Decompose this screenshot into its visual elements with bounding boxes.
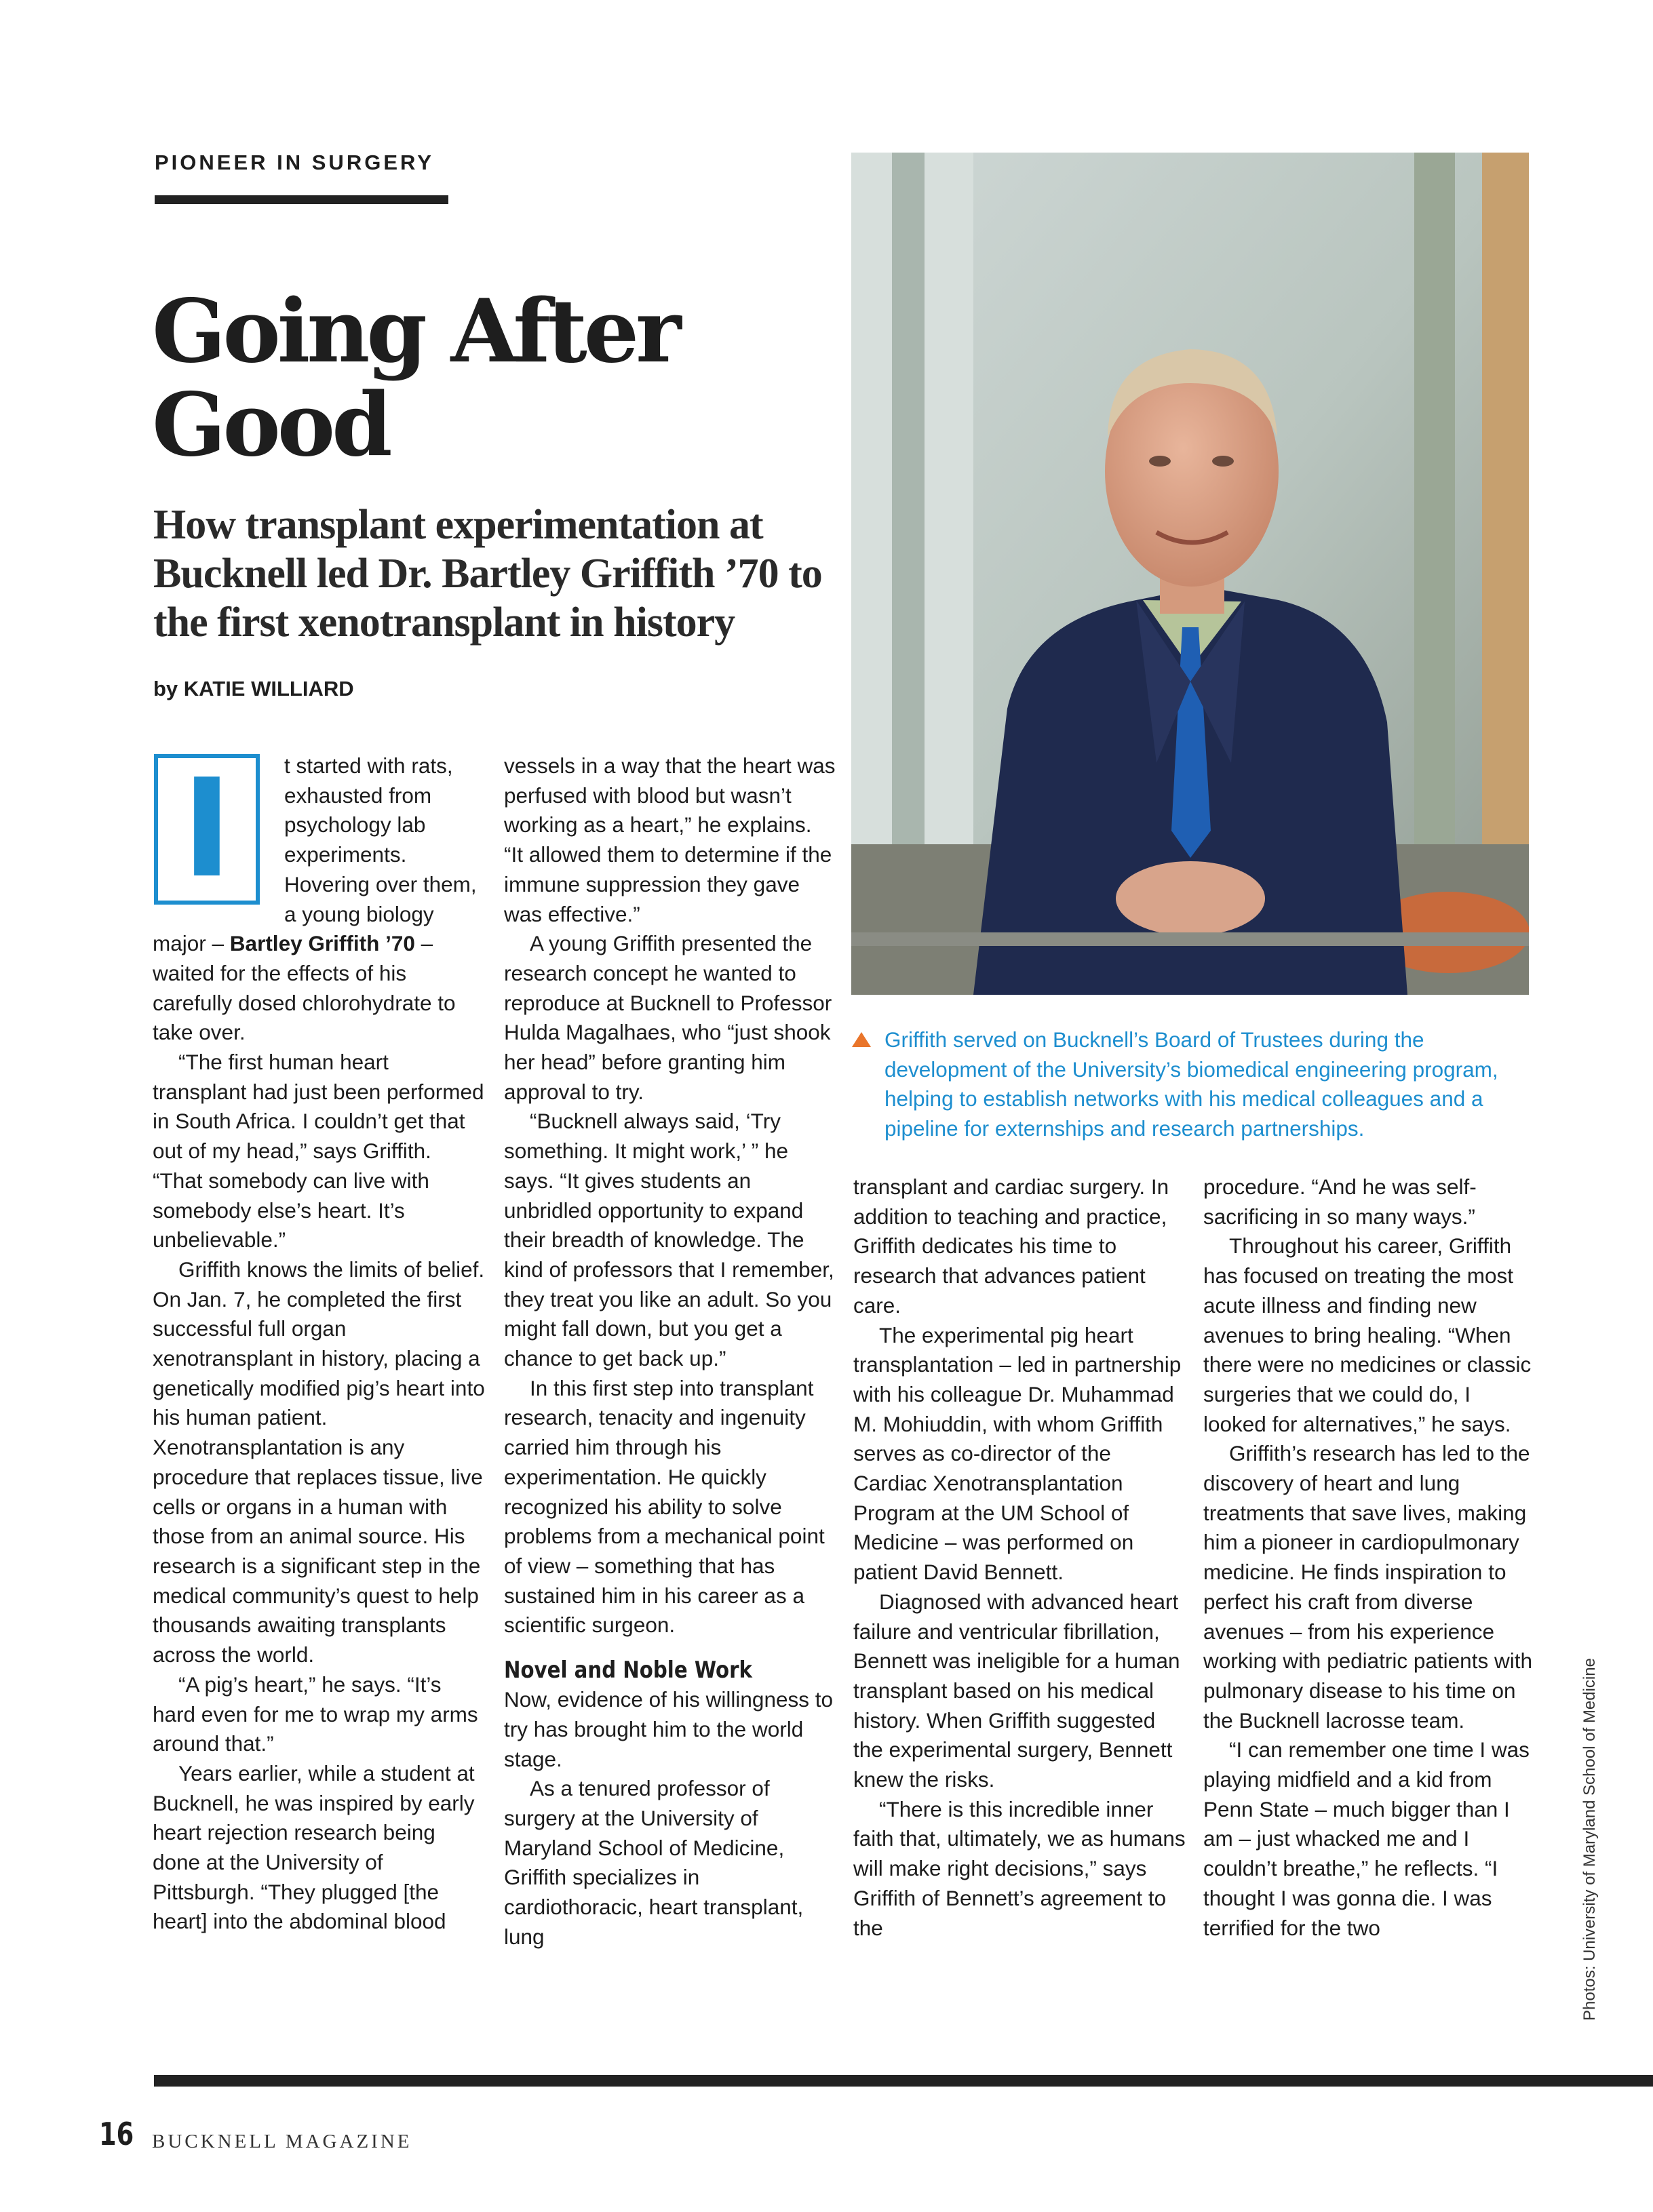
paragraph: procedure. “And he was self-sacrificing in so many ways.”: [1203, 1174, 1477, 1229]
article-subtitle: How transplant experimentation at Bucknell led Dr. Bartley Griffith ’70 to the first xenotransplant in history: [153, 502, 822, 646]
article-title: Going After Good: [152, 281, 678, 476]
paragraph: The experimental pig heart transplantation – led in partnership with his colleague Dr. Muhammad M. Mohiuddin, with whom Griffith serves as co-director of the Cardiac Xenotransplantation Program at the UM School of Medicine – was performed on patient David Bennett.: [853, 1322, 1182, 1585]
footer-rule: [154, 2075, 1653, 2087]
caption-arrow-icon: [852, 1032, 871, 1047]
paragraph: A young Griffith presented the research concept he wanted to reproduce at Bucknell to Professor Hulda Magalhaes, who “just shook her head” before granting him approval to try.: [504, 931, 832, 1104]
paragraph: Now, evidence of his willingness to try has brought him to the world stage.: [504, 1687, 834, 1771]
photo-credit: Photos: University of Maryland School of Medicine: [1580, 1658, 1599, 2021]
paragraph: vessels in a way that the heart was perfused with blood but wasn’t working as a heart,” he explains. “It allowed them to determine if the immune suppression they gave was effective.”: [504, 753, 836, 926]
paragraph: Griffith’s research has led to the discovery of heart and lung treatments that save lives, making him a pioneer in cardiopulmonary medicine. He finds inspiration to perfect his craft from diverse avenues – from his experience working with pediatric patients with pulmonary disease to his time on the Bucknell lacrosse team.: [1203, 1441, 1532, 1733]
paragraph: As a tenured professor of surgery at the University of Maryland School of Medicine, Griffith specializes in cardiothoracic, heart transplant, lung: [504, 1776, 804, 1949]
text-column-2: [504, 751, 836, 1952]
paragraph: “A pig’s heart,” he says. “It’s hard even for me to wrap my arms around that.”: [153, 1672, 478, 1756]
caption-text: Griffith served on Bucknell’s Board of Trustees during the development of the University’s biomedical engineering program, helping to establish networks with his medical colleagues and a pipeline for externships and research partnerships.: [884, 1027, 1498, 1141]
portrait-photo: [851, 153, 1529, 995]
paragraph-text: – waited for the effects of his carefully dosed chlorohydrate to take over.: [153, 931, 456, 1045]
section-label: PIONEER IN SURGERY: [155, 151, 434, 174]
paragraph: “The first human heart transplant had just been performed in South Africa. I couldn’t get that out of my head,” says Griffith. “That somebody can live with somebody else’s heart. It’s unbelievable.”: [153, 1050, 484, 1252]
text-column-4: [1203, 1172, 1536, 1943]
paragraph: Years earlier, while a student at Bucknell, he was inspired by early heart rejection research being done at the University of Pittsburgh. “They plugged [the heart] into the abdominal blood: [153, 1760, 475, 1934]
byline: by KATIE WILLIARD: [153, 677, 354, 700]
paragraph: transplant and cardiac surgery. In addition to teaching and practice, Griffith dedicates his time to research that advances patient care.: [853, 1174, 1169, 1318]
paragraph: “I can remember one time I was playing midfield and a kid from Penn State – much bigger than I am – just whacked me and I couldn’t breathe,” he reflects. “I thought I was gonna die. I was terrified for the two: [1203, 1737, 1530, 1940]
photo-caption: [851, 1025, 1542, 1144]
section-rule: [155, 195, 448, 204]
paragraph-text: t started with rats, exhausted from psychology lab experiments. Hovering over them, a young biology major –: [153, 753, 477, 956]
paragraph: Throughout his career, Griffith has focused on treating the most acute illness and finding new avenues to bring healing. “When there were no medicines or classic surgeries that we could do, I looked for alternatives,” he says.: [1203, 1233, 1532, 1436]
drop-cap-letter: I: [181, 750, 233, 908]
section-heading: Novel and Noble Work: [504, 1657, 753, 1684]
text-column-3: [853, 1172, 1186, 1943]
text-column-1: [153, 751, 485, 1937]
page-number: 16: [99, 2116, 134, 2152]
paragraph: “There is this incredible inner faith that, ultimately, we as humans will make right decisions,” says Griffith of Bennett’s agreement to the: [853, 1796, 1186, 1940]
drop-cap: [153, 751, 267, 909]
magazine-name: BUCKNELL MAGAZINE: [152, 2131, 412, 2152]
paragraph: “Bucknell always said, ‘Try something. It might work,’ ” he says. “It gives students an unbridled opportunity to expand their breadth of knowledge. The kind of professors that I remember, they treat you like an adult. So you might fall down, but you get a chance to get back up.”: [504, 1109, 834, 1371]
portrait-illustration: [851, 153, 1529, 995]
subject-name: Bartley Griffith ’70: [229, 931, 415, 956]
paragraph: Griffith knows the limits of belief. On Jan. 7, he completed the first successful full organ xenotransplant in history, placing a genetically modified pig’s heart into his human patient. Xenotransplantation is any procedure that replaces tissue, live cells or organs in a human with those from an animal source. His research is a significant step in the medical community’s quest to help thousands awaiting transplants across the world.: [153, 1257, 485, 1667]
paragraph: In this first step into transplant research, tenacity and ingenuity carried him through his experimentation. He quickly recognized his ability to solve problems from a mechanical point of view – something that has sustained him in his career as a scientific surgeon.: [504, 1375, 825, 1638]
paragraph: Diagnosed with advanced heart failure and ventricular fibrillation, Bennett was ineligible for a human transplant based on his medical history. When Griffith suggested the experimental surgery, Bennett knew the risks.: [853, 1589, 1180, 1792]
